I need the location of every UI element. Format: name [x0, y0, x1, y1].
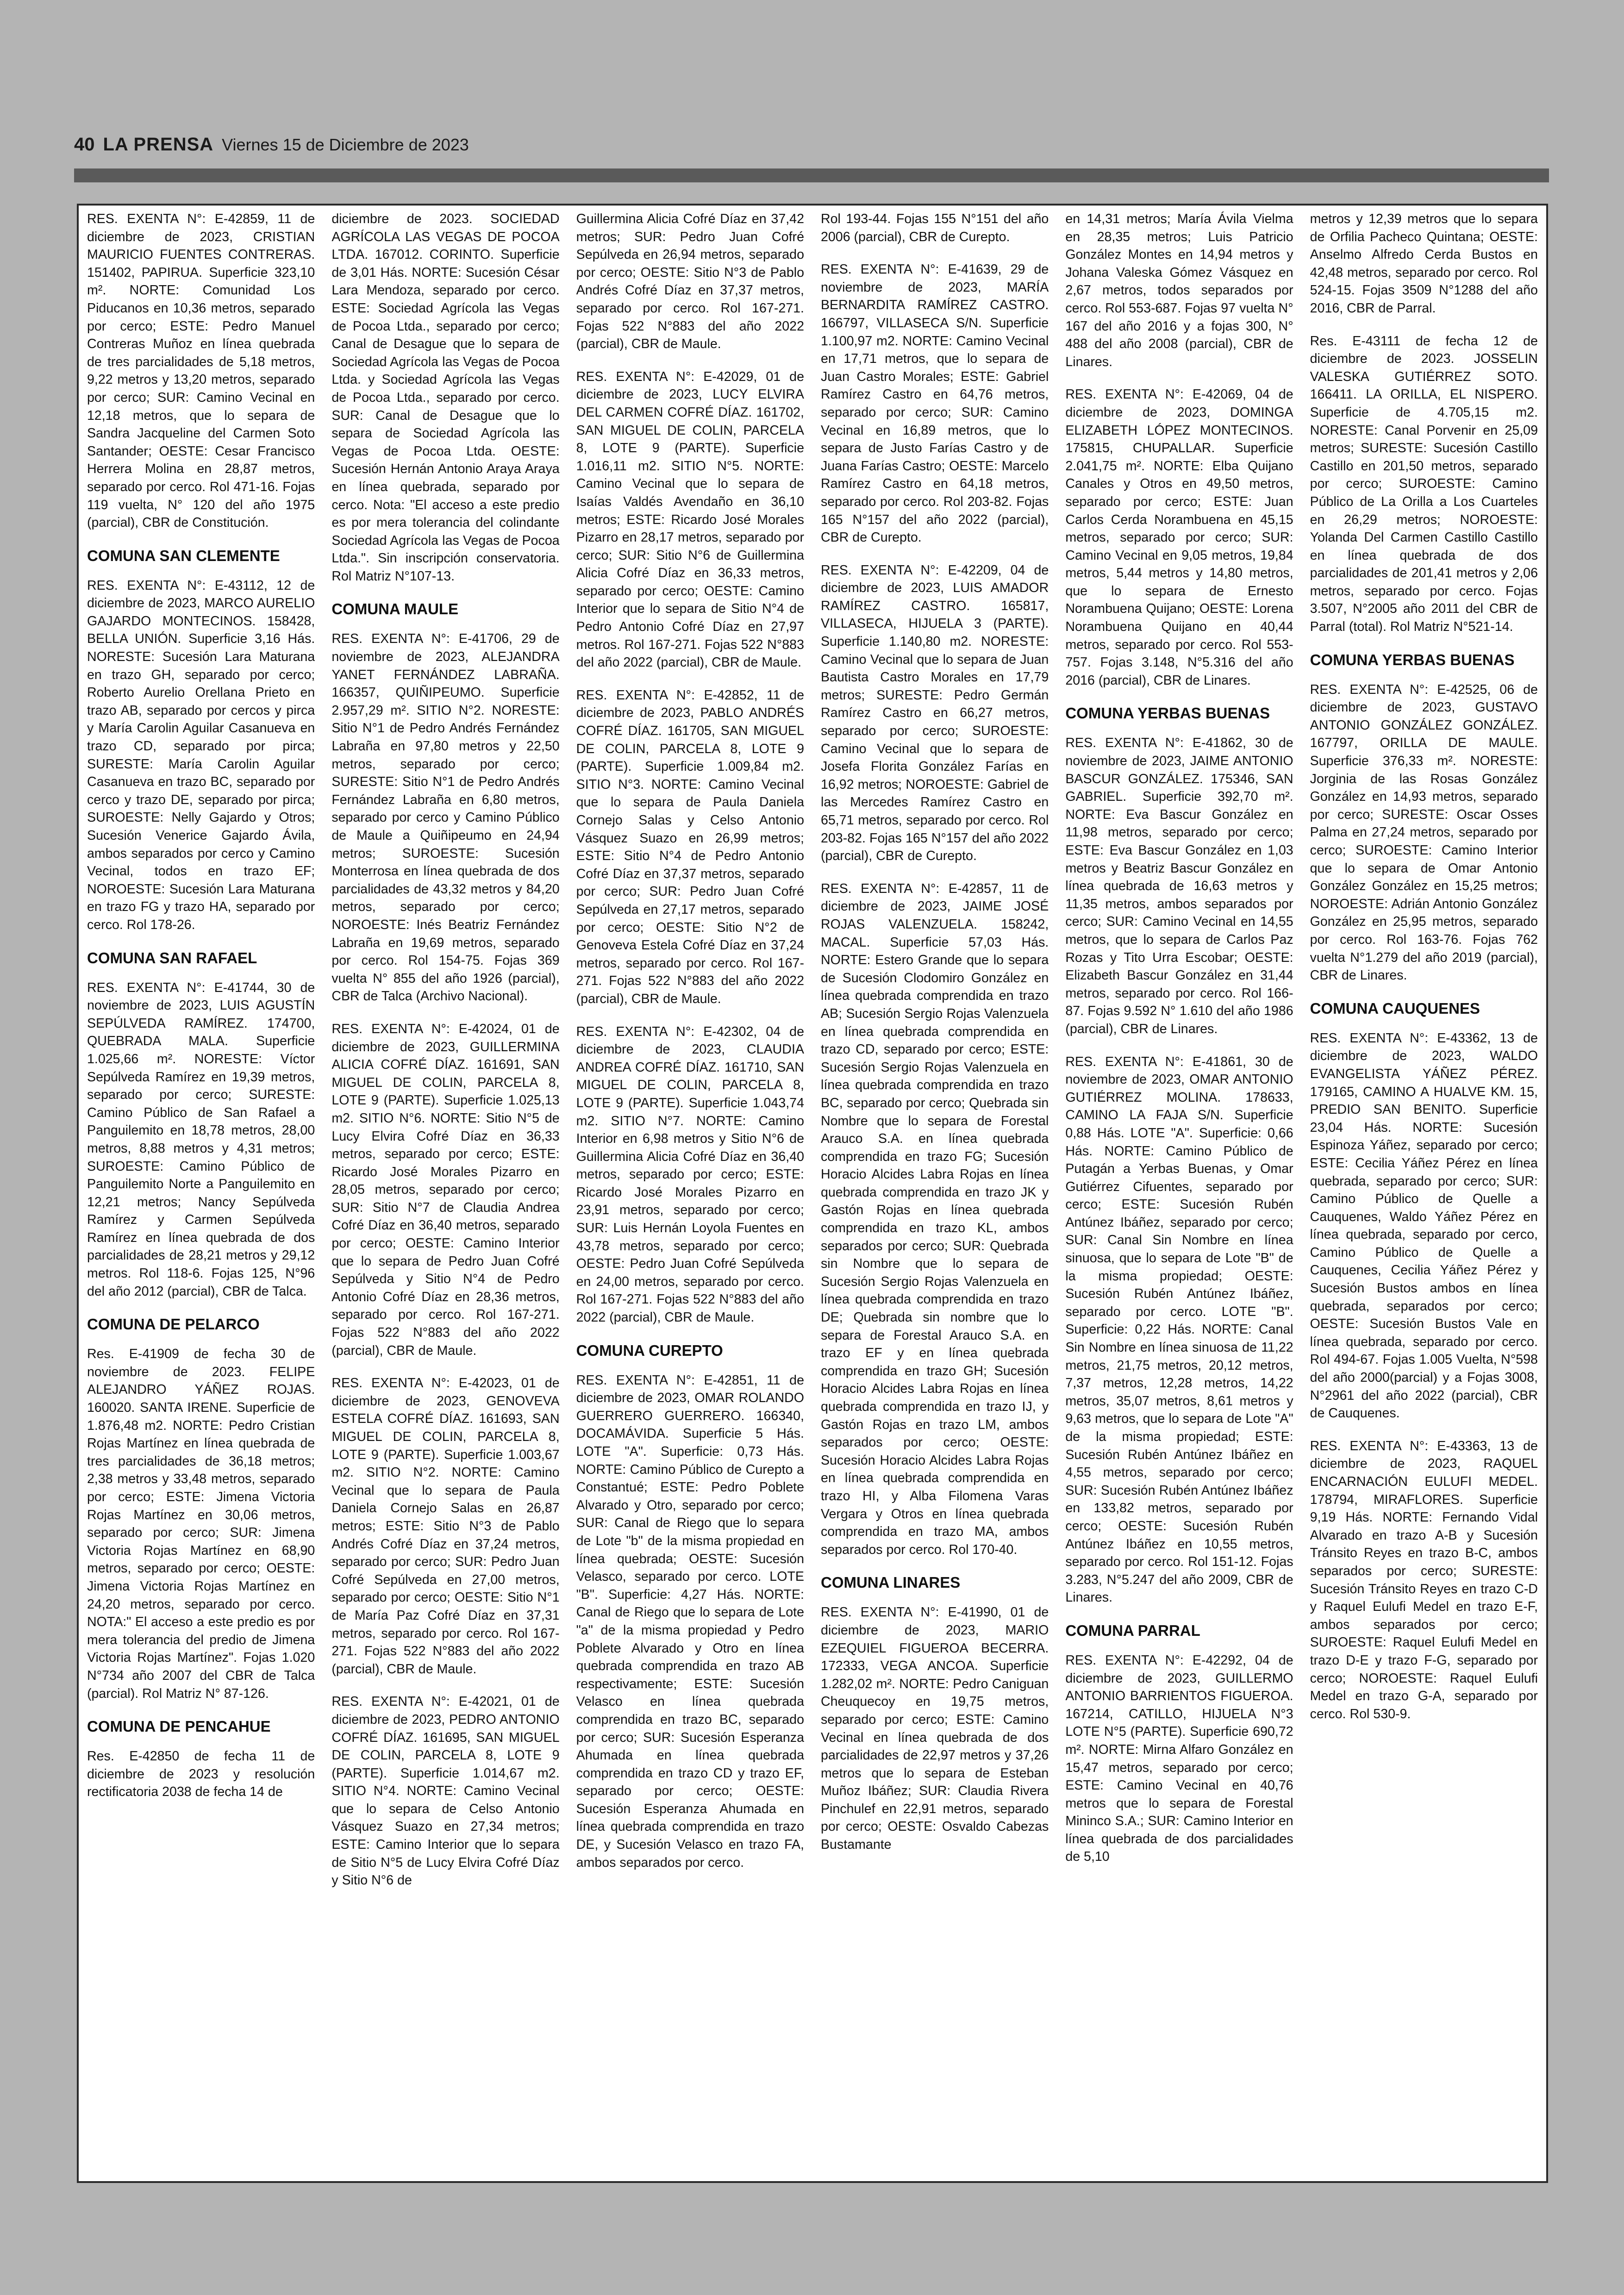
section-heading: COMUNA SAN RAFAEL [87, 949, 257, 967]
notices-frame [77, 204, 1548, 2183]
notice-paragraph: Guillermina Alicia Cofré Díaz en 37,42 metros; SUR: Pedro Juan Cofré Sepúlveda en 26,94 metros, separado por cerco; OESTE: Sitio N°3 de Pablo Andrés Cofré Díaz en 37,37 metros, separado por cerco. Rol 167-271. Fojas 522 N°883 del año 2022 (parcial), CBR de Maule. [576, 212, 804, 352]
notice-paragraph: Rol 193-44. Fojas 155 N°151 del año 2006 (parcial), CBR de Curepto. [820, 212, 1049, 244]
notice-paragraph: RES. EXENTA N°: E-41744, 30 de noviembre de 2023, LUIS AGUSTÍN SEPÚLVEDA RAMÍREZ. 174700, QUEBRADA MALA. Superficie 1.025,66 m². NORESTE: Víctor Sepúlveda Ramírez en 19,39 metros, separado por cerco; SURESTE: Camino Público de San Rafael a Panguilemito en 18,78 metros, 28,00 metros, 8,88 metros y 4,31 metros; SUROESTE: Camino Público de Panguilemito Norte a Panguilemito en 12,21 metros; Nancy Sepúlveda Ramírez y Carmen Sepúlveda Ramírez en línea quebrada de dos parcialidades de 28,21 metros y 29,12 metros. Rol 118-6. Fojas 125, N°96 del año 2012 (parcial), CBR de Talca. [87, 980, 315, 1299]
notice-paragraph: Res. E-41909 de fecha 30 de noviembre de 2023. FELIPE ALEJANDRO YÁÑEZ ROJAS. 160020. SANTA IRENE. Superficie de 1.876,48 m2. NORTE: Pedro Cristian Rojas Martínez en línea quebrada de tres parcialidades de 36,18 metros; 2,38 metros y 33,48 metros, separado por cerco; ESTE: Jimena Victoria Rojas Martínez en 30,06 metros, separado por cerco; SUR: Jimena Victoria Rojas Martínez en 68,90 metros, separado por cerco; OESTE: Jimena Victoria Rojas Martínez en 24,20 metros, separado por cerco. NOTA:" El acceso a este predio es por mera tolerancia del predio de Jimena Victoria Rojas Martínez". Fojas 1.020 N°734 año 2007 del CBR de Talca (parcial). Rol Matriz N° 87-126. [87, 1347, 315, 1701]
column-4 [821, 210, 1049, 2177]
notice-paragraph: RES. EXENTA N°: E-41639, 29 de noviembre de 2023, MARÍA BERNARDITA RAMÍREZ CASTRO. 166797, VILLASECA S/N. Superficie 1.100,97 m2. NORTE: Camino Vecinal en 17,71 metros, que lo separa de Juan Castro Morales; ESTE: Gabriel Ramírez Castro en 64,76 metros, separado por cerco; SUR: Camino Vecinal en 16,89 metros, que lo separa de Justo Farías Castro y de Juana Farías Castro; OESTE: Marcelo Ramírez Castro en 64,18 metros, separado por cerco. Rol 203-82. Fojas 165 N°157 del año 2022 (parcial), CBR de Curepto. [820, 262, 1049, 545]
section-heading: COMUNA CAUQUENES [1310, 999, 1480, 1017]
notice-paragraph: Res. E-43111 de fecha 12 de diciembre de 2023. JOSSELIN VALESKA GUTIÉRREZ SOTO. 166411. LA ORILLA, EL NISPERO. Superficie de 4.705,15 m2. NORESTE: Canal Porvenir en 25,09 metros; SURESTE: Sucesión Castillo Castillo en 201,50 metros, separado por cerco; SUROESTE: Camino Público de La Orilla a Los Cuarteles en 26,29 metros; NOROESTE: Yolanda Del Carmen Castillo Castillo en línea quebrada de dos parcialidades de 201,41 metros y 2,06 metros, separado por cerco. Fojas 3.507, N°2005 año 2011 del CBR de Parral (total). Rol Matriz N°521-14. [1310, 333, 1538, 635]
section-heading: COMUNA YERBAS BUENAS [1065, 705, 1270, 722]
notice-paragraph: RES. EXENTA N°: E-43363, 13 de diciembre de 2023, RAQUEL ENCARNACIÓN EULUFI MEDEL. 178794, MIRAFLORES. Superficie 9,19 Hás. NORTE: Fernando Vidal Alvarado en trazo A-B y Sucesión Tránsito Reyes en trazo B-C, ambos separados por cerco; SURESTE: Sucesión Tránsito Reyes en trazo C-D y Raquel Eulufi Medel en trazo E-F, ambos separados por cerco; SUROESTE: Raquel Eulufi Medel en trazo D-E y trazo F-G, separado por cerco; NOROESTE: Raquel Eulufi Medel en trazo G-A, separado por cerco. Rol 530-9. [1310, 1438, 1538, 1721]
section-heading: COMUNA MAULE [331, 600, 459, 618]
notice-paragraph: RES. EXENTA N°: E-42029, 01 de diciembre de 2023, LUCY ELVIRA DEL CARMEN COFRÉ DÍAZ. 161702, SAN MIGUEL DE COLIN, PARCELA 8, LOTE 9 (PARTE). Superficie 1.016,11 m2. SITIO N°5. NORTE: Camino Vecinal que lo separa de Isaías Valdés Avendaño en 36,10 metros; ESTE: Ricardo José Morales Pizarro en 28,17 metros, separado por cerco; SUR: Sitio N°6 de Guillermina Alicia Cofré Díaz en 36,33 metros, separado por cerco; OESTE: Camino Interior que lo separa de Sitio N°4 de Pedro Antonio Cofré Díaz en 27,97 metros. Rol 167-271. Fojas 522 N°883 del año 2022 (parcial), CBR de Maule. [576, 369, 804, 670]
section-heading: COMUNA YERBAS BUENAS [1310, 651, 1515, 668]
notice-paragraph: RES. EXENTA N°: E-43362, 13 de diciembre de 2023, WALDO EVANGELISTA YÁÑEZ PÉREZ. 179165, CAMINO A HUALVE KM. 15, PREDIO SAN BENITO. Superficie 23,04 Hás. NORTE: Sucesión Espinoza Yáñez, separado por cerco; ESTE: Cecilia Yáñez Pérez en línea quebrada, separado por cerco; SUR: Camino Público de Quelle a Cauquenes, Waldo Yáñez Pérez en línea quebrada, separado por cerco, Camino Público de Quelle a Cauquenes, Cecilia Yáñez Pérez y Sucesión Bustos ambos en línea quebrada, separados por cerco; OESTE: Sucesión Bustos Vale en línea quebrada, separado por cerco. Rol 494-67. Fojas 1.005 Vuelta, N°598 del año 2000(parcial) y a Fojas 3008, N°2961 del año 2022 (parcial), CBR de Cauquenes. [1310, 1030, 1538, 1421]
notices-columns [87, 210, 1538, 2177]
column-1 [87, 210, 315, 2177]
column-3 [576, 210, 804, 2177]
column-2 [331, 210, 559, 2177]
notice-paragraph: RES. EXENTA N°: E-42021, 01 de diciembre de 2023, PEDRO ANTONIO COFRÉ DÍAZ. 161695, SAN MIGUEL DE COLIN, PARCELA 8, LOTE 9 (PARTE). Superficie 1.014,67 m2. SITIO N°4. NORTE: Camino Vecinal que lo separa de Celso Antonio Vásquez Suazo en 27,34 metros; ESTE: Camino Interior que lo separa de Sitio N°5 de Lucy Elvira Cofré Díaz y Sitio N°6 de [331, 1694, 560, 1888]
notice-paragraph: RES. EXENTA N°: E-41990, 01 de diciembre de 2023, MARIO EZEQUIEL FIGUEROA BECERRA. 172333, VEGA ANCOA. Superficie 1.282,02 m². NORTE: Pedro Caniguan Cheuquecoy en 19,75 metros, separado por cerco; ESTE: Camino Vecinal en línea quebrada de dos parcialidades de 22,97 metros y 37,26 metros que lo separa de Esteban Muñoz Ibáñez; SUR: Claudia Rivera Pinchulef en 22,91 metros, separado por cerco; OESTE: Osvaldo Cabezas Bustamante [820, 1605, 1049, 1852]
page-number: 40 [74, 134, 95, 155]
section-heading: COMUNA SAN CLEMENTE [87, 547, 280, 564]
notice-paragraph: metros y 12,39 metros que lo separa de Orfilia Pacheco Quintana; OESTE: Anselmo Alfredo Cerda Bustos en 42,48 metros, separado por cerco. Rol 524-15. Fojas 3509 N°1288 del año 2016, CBR de Parral. [1310, 212, 1538, 316]
notice-paragraph: RES. EXENTA N°: E-41861, 30 de noviembre de 2023, OMAR ANTONIO GUTIÉRREZ MOLINA. 178633, CAMINO LA FAJA S/N. Superficie 0,88 Hás. LOTE "A". Superficie: 0,66 Hás. NORTE: Camino Público de Putagán a Yerbas Buenas, y Omar Gutiérrez Cifuentes, separado por cerco; ESTE: Sucesión Rubén Antúnez Ibáñez, separado por cerco; SUR: Canal Sin Nombre en línea sinuosa, que lo separa de Lote "B" de la misma propiedad; OESTE: Sucesión Rubén Antúnez Ibáñez, separado por cerco. LOTE "B". Superficie: 0,22 Hás. NORTE: Canal Sin Nombre en línea sinuosa de 11,22 metros, 21,75 metros, 20,12 metros, 7,37 metros, 12,28 metros, 14,22 metros, 35,07 metros, 8,61 metros y 9,63 metros, que lo separa de Lote "A" de la misma propiedad; ESTE: Sucesión Rubén Antúnez Ibáñez en 4,55 metros, separado por cerco; SUR: Sucesión Rubén Antúnez Ibáñez en 133,82 metros, separado por cerco; OESTE: Sucesión Rubén Antúnez Ibáñez en 10,55 metros, separado por cerco. Rol 151-12. Fojas 3.283, N°5.247 del año 2009, CBR de Linares. [1065, 1054, 1293, 1605]
notice-paragraph: RES. EXENTA N°: E-42292, 04 de diciembre de 2023, GUILLERMO ANTONIO BARRIENTOS FIGUEROA. 167214, CATILLO, HIJUELA N°3 LOTE N°5 (PARTE). Superficie 690,72 m². NORTE: Mirna Alfaro González en 15,47 metros, separado por cerco; ESTE: Camino Vecinal en 40,76 metros que lo separa de Forestal Mininco S.A.; SUR: Camino Interior en línea quebrada de dos parcialidades de 5,10 [1065, 1653, 1293, 1865]
section-heading: COMUNA LINARES [820, 1574, 961, 1591]
notice-paragraph: Res. E-42850 de fecha 11 de diciembre de 2023 y resolución rectificatoria 2038 de fecha 14 de [87, 1749, 315, 1800]
notice-paragraph: RES. EXENTA N°: E-42209, 04 de diciembre de 2023, LUIS AMADOR RAMÍREZ CASTRO. 165817, VILLASECA, HIJUELA 3 (PARTE). Superficie 1.140,80 m2. NORESTE: Camino Vecinal que lo separa de Juan Bautista Castro Morales en 17,79 metros; SURESTE: Pedro Germán Ramírez Castro en 66,27 metros, separado por cerco; SUROESTE: Camino Vecinal que lo separa de Josefa Florita González Farías en 16,92 metros; NOROESTE: Gabriel de las Mercedes Ramírez Castro en 65,71 metros, separado por cerco. Rol 203-82. Fojas 165 N°157 del año 2022 (parcial), CBR de Curepto. [820, 562, 1049, 864]
notice-paragraph: RES. EXENTA N°: E-42023, 01 de diciembre de 2023, GENOVEVA ESTELA COFRÉ DÍAZ. 161693, SAN MIGUEL DE COLIN, PARCELA 8, LOTE 9 (PARTE). Superficie 1.003,67 m2. SITIO N°2. NORTE: Camino Vecinal que lo separa de Paula Daniela Cornejo Salas en 26,87 metros; ESTE: Sitio N°3 de Pablo Andrés Cofré Díaz en 37,24 metros, separado por cerco; SUR: Pedro Juan Cofré Sepúlveda en 27,00 metros, separado por cerco; OESTE: Sitio N°1 de María Paz Cofré Díaz en 37,31 metros, separado por cerco. Rol 167-271. Fojas 522 N°883 del año 2022 (parcial), CBR de Maule. [331, 1376, 560, 1677]
page-header [74, 134, 469, 162]
notice-paragraph: RES. EXENTA N°: E-42851, 11 de diciembre de 2023, OMAR ROLANDO GUERRERO GUERRERO. 166340, DOCAMÁVIDA. Superficie 5 Hás. LOTE "A". Superficie: 0,73 Hás. NORTE: Camino Público de Curepto a Constantué; ESTE: Pedro Poblete Alvarado y Otro, separado por cerco; SUR: Canal de Riego que lo separa de Lote "b" de la misma propiedad en línea quebrada; OESTE: Sucesión Velasco, separado por cerco. LOTE "B". Superficie: 4,27 Hás. NORTE: Canal de Riego que lo separa de Lote "a" de la misma propiedad y Pedro Poblete Alvarado y Otro en línea quebrada comprendida en trazo AB respectivamente; ESTE: Sucesión Velasco en línea quebrada comprendida en trazo BC, separado por cerco; SUR: Sucesión Esperanza Ahumada en línea quebrada comprendida en trazo CD y trazo EF, separado por cerco; OESTE: Sucesión Esperanza Ahumada en línea quebrada comprendida en trazo DE, y Sucesión Velasco en trazo FA, ambos separados por cerco. [576, 1372, 804, 1870]
notice-paragraph: en 14,31 metros; María Ávila Vielma en 28,35 metros; Luis Patricio González Montes en 14,94 metros y Johana Valeska Gómez Vásquez en 2,67 metros, todos separados por cerco. Rol 553-687. Fojas 97 vuelta N° 167 del año 2016 y a fojas 300, N° 488 del año 2008 (parcial), CBR de Linares. [1065, 212, 1293, 369]
section-heading: COMUNA DE PENCAHUE [87, 1718, 271, 1735]
notice-paragraph: RES. EXENTA N°: E-42525, 06 de diciembre de 2023, GUSTAVO ANTONIO GONZÁLEZ GONZÁLEZ. 167797, ORILLA DE MAULE. Superficie 376,33 m². NORESTE: Jorginia de las Rosas González González en 14,93 metros, separado por cerco; SURESTE: Oscar Osses Palma en 27,24 metros, separado por cerco; SUROESTE: Camino Interior que lo separa de Omar Antonio González González en 15,25 metros; NOROESTE: Adrián Antonio González González en 25,95 metros, separado por cerco. Rol 163-76. Fojas 762 vuelta N°1.279 del año 2019 (parcial), CBR de Linares. [1310, 682, 1538, 983]
section-heading: COMUNA DE PELARCO [87, 1316, 260, 1333]
section-heading: COMUNA PARRAL [1065, 1621, 1200, 1639]
notice-paragraph: RES. EXENTA N°: E-42069, 04 de diciembre de 2023, DOMINGA ELIZABETH LÓPEZ MONTECINOS. 175815, CHUPALLAR. Superficie 2.041,75 m². NORTE: Elba Quijano Canales y Otros en 49,50 metros, separado por cerco; ESTE: Juan Carlos Cerda Norambuena en 45,15 metros, separado por cerco; SUR: Camino Vecinal en 9,05 metros, 19,84 metros, 5,44 metros y 14,80 metros, que lo separa de Ernesto Norambuena Quijano; OESTE: Lorena Norambuena Quijano en 40,44 metros, separado por cerco. Rol 553-757. Fojas 3.148, N°5.316 del año 2016 (parcial), CBR de Linares. [1065, 387, 1293, 688]
notice-paragraph: RES. EXENTA N°: E-42857, 11 de diciembre de 2023, JAIME JOSÉ ROJAS VALENZUELA. 158242, MACAL. Superficie 57,03 Hás. NORTE: Estero Grande que lo separa de Sucesión Clodomiro González en línea quebrada comprendida en trazo AB; Sucesión Sergio Rojas Valenzuela en línea quebrada comprendida en trazo CD, separado por cerco; ESTE: Sucesión Sergio Rojas Valenzuela en línea quebrada comprendida en trazo BC, separado por cerco; Quebrada sin Nombre que lo separa de Forestal Arauco S.A. en línea quebrada comprendida en trazo FG; Sucesión Horacio Alcides Labra Rojas en línea quebrada comprendida en trazo JK y Gastón Rojas en línea quebrada comprendida en trazo KL, ambos separados por cerco; SUR: Quebrada sin Nombre que lo separa de Sucesión Sergio Rojas Valenzuela en línea quebrada comprendida en trazo DE; Quebrada sin nombre que lo separa de Forestal Arauco S.A. en trazo EF y en línea quebrada comprendida en trazo GH; Sucesión Horacio Alcides Labra Rojas en línea quebrada comprendida en trazo IJ, y Gastón Rojas en trazo LM, ambos separados por cerco; OESTE: Sucesión Horacio Alcides Labra Rojas en línea quebrada comprendida en trazo HI, y Alba Filomena Varas Vergara y Otros en línea quebrada comprendida en trazo MA, ambos separados por cerco. Rol 170-40. [820, 881, 1049, 1557]
notice-paragraph: diciembre de 2023. SOCIEDAD AGRÍCOLA LAS VEGAS DE POCOA LTDA. 167012. CORINTO. Superficie de 3,01 Hás. NORTE: Sucesión César Lara Mendoza, separado por cerco. ESTE: Sociedad Agrícola las Vegas de Pocoa Ltda., separado por cerco; Canal de Desague que lo separa de Sociedad Agrícola las Vegas de Pocoa Ltda. y Sociedad Agrícola las Vegas de Pocoa Ltda., separado por cerco. SUR: Canal de Desague que lo separa de Sociedad Agrícola las Vegas de Pocoa Ltda. OESTE: Sucesión Hernán Antonio Araya Araya en línea quebrada, separado por cerco. Nota: "El acceso a este predio es por mera tolerancia del colindante Sociedad Agrícola las Vegas de Pocoa Ltda.". Sin inscripción conservatoria. Rol Matriz N°107-13. [331, 212, 560, 584]
notice-paragraph: RES. EXENTA N°: E-42302, 04 de diciembre de 2023, CLAUDIA ANDREA COFRÉ DÍAZ. 161710, SAN MIGUEL DE COLIN, PARCELA 8, LOTE 9 (PARTE). Superficie 1.043,74 m2. SITIO N°7. NORTE: Camino Interior en 6,98 metros y Sitio N°6 de Guillermina Alicia Cofré Díaz en 36,40 metros, separado por cerco; ESTE: Ricardo José Morales Pizarro en 23,91 metros, separado por cerco; SUR: Luis Hernán Loyola Fuentes en 43,78 metros, separado por cerco; OESTE: Pedro Juan Cofré Sepúlveda en 24,00 metros, separado por cerco. Rol 167-271. Fojas 522 N°883 del año 2022 (parcial), CBR de Maule. [576, 1024, 804, 1325]
notice-paragraph: RES. EXENTA N°: E-42859, 11 de diciembre de 2023, CRISTIAN MAURICIO FUENTES CONTRERAS. 151402, PAPIRUA. Superficie 323,10 m². NORTE: Comunidad Los Piducanos en 10,36 metros, separado por cerco; ESTE: Pedro Manuel Contreras Muñoz en línea quebrada de tres parcialidades de 5,18 metros, 9,22 metros y 13,20 metros, separado por cerco; SUR: Camino Vecinal en 12,18 metros, que lo separa de Sandra Jacqueline del Carmen Soto Santander; OESTE: Cesar Francisco Herrera Molina en 28,87 metros, separado por cerco. Rol 471-16. Fojas 119 vuelta, N° 120 del año 1975 (parcial), CBR de Constitución. [87, 212, 315, 530]
column-5 [1065, 210, 1293, 2177]
publication-date: Viernes 15 de Diciembre de 2023 [222, 135, 469, 154]
notice-paragraph: RES. EXENTA N°: E-43112, 12 de diciembre de 2023, MARCO AURELIO GAJARDO MONTECINOS. 158428, BELLA UNIÓN. Superficie 3,16 Hás. NORESTE: Sucesión Lara Maturana en trazo GH, separado por cerco; Roberto Aurelio Orellana Prieto en trazo AB, separado por cercos y pirca y María Carolin Aguilar Casanueva en trazo CD, separado por pirca; SURESTE: María Carolin Aguilar Casanueva en trazo BC, separado por cerco y trazo DE, separado por pirca; SUROESTE: Nelly Gajardo y Otros; Sucesión Venerice Gajardo Ávila, ambos separados por cerco y Camino Vecinal, todos en trazo EF; NOROESTE: Sucesión Lara Maturana en trazo FG y trazo HA, separado por cerco. Rol 178-26. [87, 578, 315, 932]
notice-paragraph: RES. EXENTA N°: E-42852, 11 de diciembre de 2023, PABLO ANDRÉS COFRÉ DÍAZ. 161705, SAN MIGUEL DE COLIN, PARCELA 8, LOTE 9 (PARTE). Superficie 1.009,84 m2. SITIO N°3. NORTE: Camino Vecinal que lo separa de Paula Daniela Cornejo Salas y Celso Antonio Vásquez Suazo en 26,99 metros; ESTE: Sitio N°4 de Pedro Antonio Cofré Díaz en 37,37 metros, separado por cerco; SUR: Pedro Juan Cofré Sepúlveda en 27,17 metros, separado por cerco; OESTE: Sitio N°2 de Genoveva Estela Cofré Díaz en 37,24 metros, separado por cerco. Rol 167-271. Fojas 522 N°883 del año 2022 (parcial), CBR de Maule. [576, 687, 804, 1006]
notice-paragraph: RES. EXENTA N°: E-41862, 30 de noviembre de 2023, JAIME ANTONIO BASCUR GONZÁLEZ. 175346, SAN GABRIEL. Superficie 392,70 m². NORTE: Eva Bascur González en 11,98 metros, separado por cerco; ESTE: Eva Bascur González en 1,03 metros y Beatriz Bascur González en línea quebrada de 16,63 metros y 11,35 metros, ambos separados por cerco; SUR: Camino Vecinal en 14,55 metros, que lo separa de Carlos Paz Rozas y Tito Urra Escobar; OESTE: Elizabeth Bascur González en 31,44 metros, separado por cerco. Rol 166-87. Fojas 9.592 N° 1.610 del año 1986 (parcial), CBR de Linares. [1065, 736, 1293, 1036]
column-6 [1310, 210, 1538, 2177]
notice-paragraph: RES. EXENTA N°: E-42024, 01 de diciembre de 2023, GUILLERMINA ALICIA COFRÉ DÍAZ. 161691, SAN MIGUEL DE COLIN, PARCELA 8, LOTE 9 (PARTE). Superficie 1.025,13 m2. SITIO N°6. NORTE: Sitio N°5 de Lucy Elvira Cofré Díaz en 36,33 metros, separado por cerco; ESTE: Ricardo José Morales Pizarro en 28,05 metros, separado por cerco; SUR: Sitio N°7 de Claudia Andrea Cofré Díaz en 36,40 metros, separado por cerco; OESTE: Camino Interior que lo separa de Pedro Juan Cofré Sepúlveda y Sitio N°4 de Pedro Antonio Cofré Díaz en 28,36 metros, separado por cerco. Rol 167-271. Fojas 522 N°883 del año 2022 (parcial), CBR de Maule. [331, 1021, 560, 1358]
section-heading: COMUNA CUREPTO [576, 1341, 723, 1359]
notice-paragraph: RES. EXENTA N°: E-41706, 29 de noviembre de 2023, ALEJANDRA YANET FERNÁNDEZ LABRAÑA. 166357, QUIÑIPEUMO. Superficie 2.957,29 m². SITIO N°2. NORESTE: Sitio N°1 de Pedro Andrés Fernández Labraña en 97,80 metros y 22,50 metros, separado por cerco; SURESTE: Sitio N°1 de Pedro Andrés Fernández Labraña en 6,80 metros, separado por cerco y Camino Público de Maule a Quiñipeumo en 24,94 metros; SUROESTE: Sucesión Monterrosa en línea quebrada de dos parcialidades de 43,32 metros y 84,20 metros, separado por cerco; NOROESTE: Inés Beatriz Fernández Labraña en 19,69 metros, separado por cerco. Rol 154-75. Fojas 369 vuelta N° 855 del año 1926 (parcial), CBR de Talca (Archivo Nacional). [331, 631, 560, 1004]
newspaper-name: LA PRENSA [103, 134, 214, 155]
header-rule [74, 168, 1549, 182]
